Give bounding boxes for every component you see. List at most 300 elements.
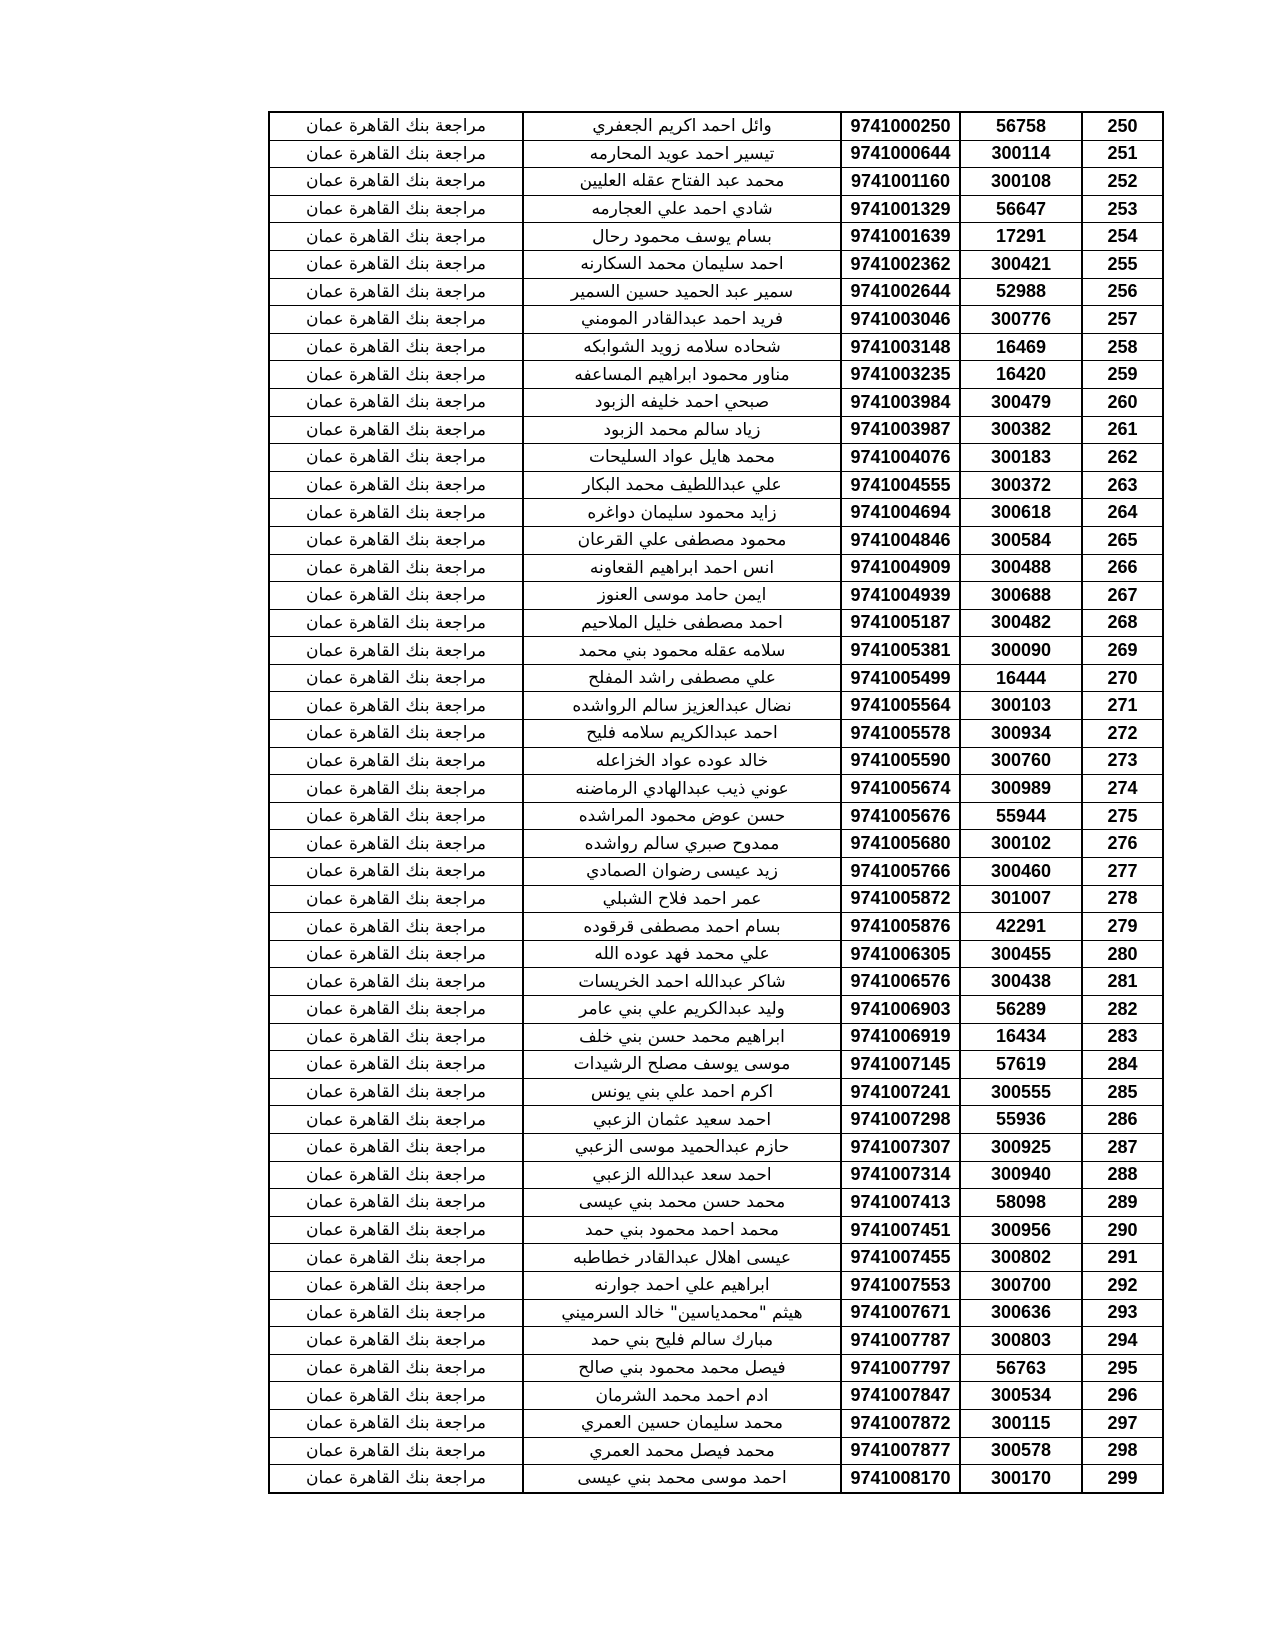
- table-row: [269, 720, 1163, 748]
- name-cell: عمر احمد فلاح الشبلي: [523, 885, 841, 913]
- note-cell: مراجعة بنك القاهرة عمان: [269, 940, 523, 968]
- code-cell: 16444: [960, 664, 1082, 692]
- sequence-number-cell: 286: [1082, 1106, 1163, 1134]
- national-id-cell: 9741000250: [841, 112, 960, 140]
- name-cell: شحاده سلامه زويد الشوابكه: [523, 333, 841, 361]
- note-cell: مراجعة بنك القاهرة عمان: [269, 250, 523, 278]
- table-row: [269, 526, 1163, 554]
- name-cell: زايد محمود سليمان دواغره: [523, 499, 841, 527]
- table-row: [269, 278, 1163, 306]
- sequence-number-cell: 274: [1082, 775, 1163, 803]
- sequence-number-cell: 267: [1082, 582, 1163, 610]
- sequence-number-cell: 283: [1082, 1023, 1163, 1051]
- sequence-number-cell: 271: [1082, 692, 1163, 720]
- national-id-cell: 9741004909: [841, 554, 960, 582]
- sequence-number-cell: 272: [1082, 720, 1163, 748]
- table-row: [269, 1354, 1163, 1382]
- note-cell: مراجعة بنك القاهرة عمان: [269, 471, 523, 499]
- note-cell: مراجعة بنك القاهرة عمان: [269, 1382, 523, 1410]
- sequence-number-cell: 293: [1082, 1299, 1163, 1327]
- code-cell: 56289: [960, 996, 1082, 1024]
- code-cell: 42291: [960, 913, 1082, 941]
- table-row: [269, 582, 1163, 610]
- name-cell: فيصل محمد محمود بني صالح: [523, 1354, 841, 1382]
- table-row: [269, 996, 1163, 1024]
- note-cell: مراجعة بنك القاهرة عمان: [269, 830, 523, 858]
- code-cell: 300934: [960, 720, 1082, 748]
- sequence-number-cell: 298: [1082, 1437, 1163, 1465]
- table-row: [269, 499, 1163, 527]
- table-row: [269, 140, 1163, 168]
- table-row: [269, 968, 1163, 996]
- note-cell: مراجعة بنك القاهرة عمان: [269, 499, 523, 527]
- sequence-number-cell: 253: [1082, 195, 1163, 223]
- national-id-cell: 9741003987: [841, 416, 960, 444]
- name-cell: ايمن حامد موسى العنوز: [523, 582, 841, 610]
- national-id-cell: 9741001160: [841, 168, 960, 196]
- table-row: [269, 554, 1163, 582]
- table-row: [269, 1409, 1163, 1437]
- table-row: [269, 1271, 1163, 1299]
- national-id-cell: 9741006576: [841, 968, 960, 996]
- code-cell: 300803: [960, 1327, 1082, 1355]
- sequence-number-cell: 282: [1082, 996, 1163, 1024]
- sequence-number-cell: 299: [1082, 1465, 1163, 1493]
- table-row: [269, 112, 1163, 140]
- sequence-number-cell: 296: [1082, 1382, 1163, 1410]
- note-cell: مراجعة بنك القاهرة عمان: [269, 1133, 523, 1161]
- name-cell: احمد مصطفى خليل الملاحيم: [523, 609, 841, 637]
- name-cell: محمود مصطفى علي القرعان: [523, 526, 841, 554]
- name-cell: محمد سليمان حسين العمري: [523, 1409, 841, 1437]
- national-id-cell: 9741004846: [841, 526, 960, 554]
- national-id-cell: 9741005674: [841, 775, 960, 803]
- note-cell: مراجعة بنك القاهرة عمان: [269, 554, 523, 582]
- national-id-cell: 9741005676: [841, 802, 960, 830]
- code-cell: 300776: [960, 306, 1082, 334]
- note-cell: مراجعة بنك القاهرة عمان: [269, 195, 523, 223]
- code-cell: 300170: [960, 1465, 1082, 1493]
- sequence-number-cell: 291: [1082, 1244, 1163, 1272]
- code-cell: 55944: [960, 802, 1082, 830]
- note-cell: مراجعة بنك القاهرة عمان: [269, 913, 523, 941]
- note-cell: مراجعة بنك القاهرة عمان: [269, 306, 523, 334]
- sequence-number-cell: 264: [1082, 499, 1163, 527]
- table-row: [269, 388, 1163, 416]
- name-cell: احمد عبدالكريم سلامه فليح: [523, 720, 841, 748]
- note-cell: مراجعة بنك القاهرة عمان: [269, 1465, 523, 1493]
- name-cell: محمد فيصل محمد العمري: [523, 1437, 841, 1465]
- code-cell: 300372: [960, 471, 1082, 499]
- national-id-cell: 9741005876: [841, 913, 960, 941]
- table-row: [269, 885, 1163, 913]
- sequence-number-cell: 254: [1082, 223, 1163, 251]
- national-id-cell: 9741005499: [841, 664, 960, 692]
- code-cell: 300114: [960, 140, 1082, 168]
- table-row: [269, 1189, 1163, 1217]
- note-cell: مراجعة بنك القاهرة عمان: [269, 1216, 523, 1244]
- name-cell: مناور محمود ابراهيم المساعفه: [523, 361, 841, 389]
- name-cell: صبحي احمد خليفه الزبود: [523, 388, 841, 416]
- code-cell: 300183: [960, 444, 1082, 472]
- sequence-number-cell: 290: [1082, 1216, 1163, 1244]
- national-id-cell: 9741000644: [841, 140, 960, 168]
- note-cell: مراجعة بنك القاهرة عمان: [269, 168, 523, 196]
- sequence-number-cell: 269: [1082, 637, 1163, 665]
- national-id-cell: 9741003046: [841, 306, 960, 334]
- national-id-cell: 9741006919: [841, 1023, 960, 1051]
- name-cell: محمد حسن محمد بني عيسى: [523, 1189, 841, 1217]
- name-cell: وائل احمد اكريم الجعفري: [523, 112, 841, 140]
- national-id-cell: 9741005381: [841, 637, 960, 665]
- name-cell: فريد احمد عبدالقادر المومني: [523, 306, 841, 334]
- note-cell: مراجعة بنك القاهرة عمان: [269, 968, 523, 996]
- sequence-number-cell: 257: [1082, 306, 1163, 334]
- name-cell: اكرم احمد علي بني يونس: [523, 1078, 841, 1106]
- name-cell: بسام احمد مصطفى قرقوده: [523, 913, 841, 941]
- code-cell: 300700: [960, 1271, 1082, 1299]
- sequence-number-cell: 278: [1082, 885, 1163, 913]
- code-cell: 300438: [960, 968, 1082, 996]
- name-cell: هيثم "محمدياسين" خالد السرميني: [523, 1299, 841, 1327]
- name-cell: موسى يوسف مصلح الرشيدات: [523, 1051, 841, 1079]
- national-id-cell: 9741004076: [841, 444, 960, 472]
- name-cell: علي مصطفى راشد المفلح: [523, 664, 841, 692]
- national-id-cell: 9741004939: [841, 582, 960, 610]
- table-row: [269, 1244, 1163, 1272]
- name-cell: ممدوح صبري سالم رواشده: [523, 830, 841, 858]
- note-cell: مراجعة بنك القاهرة عمان: [269, 1023, 523, 1051]
- sequence-number-cell: 287: [1082, 1133, 1163, 1161]
- code-cell: 300479: [960, 388, 1082, 416]
- sequence-number-cell: 289: [1082, 1189, 1163, 1217]
- national-id-cell: 9741007241: [841, 1078, 960, 1106]
- national-id-cell: 9741001639: [841, 223, 960, 251]
- national-id-cell: 9741001329: [841, 195, 960, 223]
- sequence-number-cell: 256: [1082, 278, 1163, 306]
- name-cell: حازم عبدالحميد موسى الزعبي: [523, 1133, 841, 1161]
- name-cell: زياد سالم محمد الزبود: [523, 416, 841, 444]
- note-cell: مراجعة بنك القاهرة عمان: [269, 802, 523, 830]
- national-id-cell: 9741007451: [841, 1216, 960, 1244]
- national-id-cell: 9741007455: [841, 1244, 960, 1272]
- national-id-cell: 9741006903: [841, 996, 960, 1024]
- name-cell: عيسى اهلال عبدالقادر خطاطبه: [523, 1244, 841, 1272]
- sequence-number-cell: 295: [1082, 1354, 1163, 1382]
- code-cell: 300102: [960, 830, 1082, 858]
- national-id-cell: 9741007877: [841, 1437, 960, 1465]
- records-table: [268, 111, 1164, 1494]
- note-cell: مراجعة بنك القاهرة عمان: [269, 1327, 523, 1355]
- name-cell: شادي احمد علي العجارمه: [523, 195, 841, 223]
- national-id-cell: 9741007847: [841, 1382, 960, 1410]
- name-cell: محمد احمد محمود بني حمد: [523, 1216, 841, 1244]
- note-cell: مراجعة بنك القاهرة عمان: [269, 140, 523, 168]
- name-cell: علي عبداللطيف محمد البكار: [523, 471, 841, 499]
- national-id-cell: 9741003148: [841, 333, 960, 361]
- sequence-number-cell: 260: [1082, 388, 1163, 416]
- code-cell: 300618: [960, 499, 1082, 527]
- national-id-cell: 9741006305: [841, 940, 960, 968]
- name-cell: انس احمد ابراهيم القعاونه: [523, 554, 841, 582]
- sequence-number-cell: 262: [1082, 444, 1163, 472]
- national-id-cell: 9741007314: [841, 1161, 960, 1189]
- sequence-number-cell: 280: [1082, 940, 1163, 968]
- name-cell: زيد عيسى رضوان الصمادي: [523, 858, 841, 886]
- note-cell: مراجعة بنك القاهرة عمان: [269, 526, 523, 554]
- note-cell: مراجعة بنك القاهرة عمان: [269, 1271, 523, 1299]
- records-body: [269, 112, 1163, 1493]
- name-cell: احمد سعد عبدالله الزعبي: [523, 1161, 841, 1189]
- table-row: [269, 830, 1163, 858]
- code-cell: 300090: [960, 637, 1082, 665]
- note-cell: مراجعة بنك القاهرة عمان: [269, 609, 523, 637]
- note-cell: مراجعة بنك القاهرة عمان: [269, 692, 523, 720]
- code-cell: 300802: [960, 1244, 1082, 1272]
- note-cell: مراجعة بنك القاهرة عمان: [269, 1161, 523, 1189]
- code-cell: 300103: [960, 692, 1082, 720]
- table-row: [269, 1161, 1163, 1189]
- name-cell: احمد سعيد عثمان الزعبي: [523, 1106, 841, 1134]
- code-cell: 300108: [960, 168, 1082, 196]
- national-id-cell: 9741002362: [841, 250, 960, 278]
- national-id-cell: 9741002644: [841, 278, 960, 306]
- code-cell: 300482: [960, 609, 1082, 637]
- table-row: [269, 1465, 1163, 1493]
- name-cell: ابراهيم علي احمد جوارنه: [523, 1271, 841, 1299]
- sequence-number-cell: 279: [1082, 913, 1163, 941]
- code-cell: 300760: [960, 747, 1082, 775]
- table-row: [269, 747, 1163, 775]
- code-cell: 300925: [960, 1133, 1082, 1161]
- code-cell: 300555: [960, 1078, 1082, 1106]
- national-id-cell: 9741007797: [841, 1354, 960, 1382]
- table-row: [269, 940, 1163, 968]
- national-id-cell: 9741008170: [841, 1465, 960, 1493]
- code-cell: 300989: [960, 775, 1082, 803]
- note-cell: مراجعة بنك القاهرة عمان: [269, 333, 523, 361]
- note-cell: مراجعة بنك القاهرة عمان: [269, 747, 523, 775]
- national-id-cell: 9741003984: [841, 388, 960, 416]
- name-cell: علي محمد فهد عوده الله: [523, 940, 841, 968]
- code-cell: 56758: [960, 112, 1082, 140]
- name-cell: ابراهيم محمد حسن بني خلف: [523, 1023, 841, 1051]
- code-cell: 300956: [960, 1216, 1082, 1244]
- national-id-cell: 9741007413: [841, 1189, 960, 1217]
- note-cell: مراجعة بنك القاهرة عمان: [269, 361, 523, 389]
- note-cell: مراجعة بنك القاهرة عمان: [269, 582, 523, 610]
- note-cell: مراجعة بنك القاهرة عمان: [269, 1244, 523, 1272]
- code-cell: 300460: [960, 858, 1082, 886]
- national-id-cell: 9741007671: [841, 1299, 960, 1327]
- table-row: [269, 637, 1163, 665]
- table-row: [269, 1299, 1163, 1327]
- national-id-cell: 9741007787: [841, 1327, 960, 1355]
- note-cell: مراجعة بنك القاهرة عمان: [269, 885, 523, 913]
- note-cell: مراجعة بنك القاهرة عمان: [269, 1354, 523, 1382]
- note-cell: مراجعة بنك القاهرة عمان: [269, 1078, 523, 1106]
- code-cell: 300636: [960, 1299, 1082, 1327]
- note-cell: مراجعة بنك القاهرة عمان: [269, 223, 523, 251]
- sequence-number-cell: 270: [1082, 664, 1163, 692]
- table-row: [269, 1078, 1163, 1106]
- sequence-number-cell: 284: [1082, 1051, 1163, 1079]
- sequence-number-cell: 294: [1082, 1327, 1163, 1355]
- table-row: [269, 858, 1163, 886]
- code-cell: 300421: [960, 250, 1082, 278]
- name-cell: حسن عوض محمود المراشده: [523, 802, 841, 830]
- sequence-number-cell: 261: [1082, 416, 1163, 444]
- table-row: [269, 471, 1163, 499]
- name-cell: خالد عوده عواد الخزاعله: [523, 747, 841, 775]
- name-cell: تيسير احمد عويد المحارمه: [523, 140, 841, 168]
- code-cell: 16420: [960, 361, 1082, 389]
- national-id-cell: 9741005872: [841, 885, 960, 913]
- name-cell: سلامه عقله محمود بني محمد: [523, 637, 841, 665]
- code-cell: 16434: [960, 1023, 1082, 1051]
- table-row: [269, 1133, 1163, 1161]
- national-id-cell: 9741007298: [841, 1106, 960, 1134]
- name-cell: احمد سليمان محمد السكارنه: [523, 250, 841, 278]
- note-cell: مراجعة بنك القاهرة عمان: [269, 1051, 523, 1079]
- table-row: [269, 195, 1163, 223]
- national-id-cell: 9741007307: [841, 1133, 960, 1161]
- table-row: [269, 664, 1163, 692]
- code-cell: 52988: [960, 278, 1082, 306]
- sequence-number-cell: 297: [1082, 1409, 1163, 1437]
- note-cell: مراجعة بنك القاهرة عمان: [269, 388, 523, 416]
- name-cell: ادم احمد محمد الشرمان: [523, 1382, 841, 1410]
- table-row: [269, 1437, 1163, 1465]
- national-id-cell: 9741005680: [841, 830, 960, 858]
- note-cell: مراجعة بنك القاهرة عمان: [269, 112, 523, 140]
- name-cell: محمد هايل عواد السليحات: [523, 444, 841, 472]
- code-cell: 17291: [960, 223, 1082, 251]
- code-cell: 300534: [960, 1382, 1082, 1410]
- code-cell: 57619: [960, 1051, 1082, 1079]
- name-cell: سمير عبد الحميد حسين السمير: [523, 278, 841, 306]
- note-cell: مراجعة بنك القاهرة عمان: [269, 444, 523, 472]
- code-cell: 300940: [960, 1161, 1082, 1189]
- sequence-number-cell: 259: [1082, 361, 1163, 389]
- sequence-number-cell: 273: [1082, 747, 1163, 775]
- table-row: [269, 692, 1163, 720]
- sequence-number-cell: 263: [1082, 471, 1163, 499]
- code-cell: 301007: [960, 885, 1082, 913]
- sequence-number-cell: 252: [1082, 168, 1163, 196]
- table-row: [269, 361, 1163, 389]
- table-row: [269, 1216, 1163, 1244]
- note-cell: مراجعة بنك القاهرة عمان: [269, 1409, 523, 1437]
- name-cell: نضال عبدالعزيز سالم الرواشده: [523, 692, 841, 720]
- code-cell: 56647: [960, 195, 1082, 223]
- national-id-cell: 9741005766: [841, 858, 960, 886]
- table-row: [269, 1327, 1163, 1355]
- table-row: [269, 913, 1163, 941]
- sequence-number-cell: 285: [1082, 1078, 1163, 1106]
- sequence-number-cell: 250: [1082, 112, 1163, 140]
- note-cell: مراجعة بنك القاهرة عمان: [269, 664, 523, 692]
- sequence-number-cell: 251: [1082, 140, 1163, 168]
- national-id-cell: 9741005578: [841, 720, 960, 748]
- code-cell: 300382: [960, 416, 1082, 444]
- table-row: [269, 1382, 1163, 1410]
- name-cell: وليد عبدالكريم علي بني عامر: [523, 996, 841, 1024]
- sequence-number-cell: 277: [1082, 858, 1163, 886]
- table-row: [269, 250, 1163, 278]
- national-id-cell: 9741007553: [841, 1271, 960, 1299]
- name-cell: عوني ذيب عبدالهادي الرماضنه: [523, 775, 841, 803]
- note-cell: مراجعة بنك القاهرة عمان: [269, 278, 523, 306]
- sequence-number-cell: 276: [1082, 830, 1163, 858]
- code-cell: 16469: [960, 333, 1082, 361]
- sequence-number-cell: 288: [1082, 1161, 1163, 1189]
- table-row: [269, 802, 1163, 830]
- code-cell: 300584: [960, 526, 1082, 554]
- national-id-cell: 9741005590: [841, 747, 960, 775]
- sequence-number-cell: 292: [1082, 1271, 1163, 1299]
- name-cell: محمد عبد الفتاح عقله العليين: [523, 168, 841, 196]
- note-cell: مراجعة بنك القاهرة عمان: [269, 1189, 523, 1217]
- national-id-cell: 9741005564: [841, 692, 960, 720]
- sequence-number-cell: 266: [1082, 554, 1163, 582]
- national-id-cell: 9741007145: [841, 1051, 960, 1079]
- code-cell: 55936: [960, 1106, 1082, 1134]
- table-row: [269, 775, 1163, 803]
- table-row: [269, 416, 1163, 444]
- national-id-cell: 9741003235: [841, 361, 960, 389]
- name-cell: احمد موسى محمد بني عيسى: [523, 1465, 841, 1493]
- sequence-number-cell: 258: [1082, 333, 1163, 361]
- table-row: [269, 609, 1163, 637]
- note-cell: مراجعة بنك القاهرة عمان: [269, 1437, 523, 1465]
- code-cell: 300488: [960, 554, 1082, 582]
- table-row: [269, 306, 1163, 334]
- code-cell: 300578: [960, 1437, 1082, 1465]
- sequence-number-cell: 255: [1082, 250, 1163, 278]
- national-id-cell: 9741007872: [841, 1409, 960, 1437]
- national-id-cell: 9741004694: [841, 499, 960, 527]
- table-row: [269, 444, 1163, 472]
- note-cell: مراجعة بنك القاهرة عمان: [269, 1106, 523, 1134]
- note-cell: مراجعة بنك القاهرة عمان: [269, 858, 523, 886]
- name-cell: بسام يوسف محمود رحال: [523, 223, 841, 251]
- sequence-number-cell: 268: [1082, 609, 1163, 637]
- table-row: [269, 333, 1163, 361]
- name-cell: شاكر عبدالله احمد الخريسات: [523, 968, 841, 996]
- national-id-cell: 9741004555: [841, 471, 960, 499]
- table-row: [269, 168, 1163, 196]
- note-cell: مراجعة بنك القاهرة عمان: [269, 775, 523, 803]
- sequence-number-cell: 281: [1082, 968, 1163, 996]
- code-cell: 300688: [960, 582, 1082, 610]
- table-row: [269, 1023, 1163, 1051]
- note-cell: مراجعة بنك القاهرة عمان: [269, 637, 523, 665]
- code-cell: 56763: [960, 1354, 1082, 1382]
- sequence-number-cell: 265: [1082, 526, 1163, 554]
- sequence-number-cell: 275: [1082, 802, 1163, 830]
- code-cell: 300455: [960, 940, 1082, 968]
- table-row: [269, 1106, 1163, 1134]
- note-cell: مراجعة بنك القاهرة عمان: [269, 1299, 523, 1327]
- table-row: [269, 1051, 1163, 1079]
- code-cell: 58098: [960, 1189, 1082, 1217]
- note-cell: مراجعة بنك القاهرة عمان: [269, 720, 523, 748]
- table-row: [269, 223, 1163, 251]
- code-cell: 300115: [960, 1409, 1082, 1437]
- note-cell: مراجعة بنك القاهرة عمان: [269, 416, 523, 444]
- note-cell: مراجعة بنك القاهرة عمان: [269, 996, 523, 1024]
